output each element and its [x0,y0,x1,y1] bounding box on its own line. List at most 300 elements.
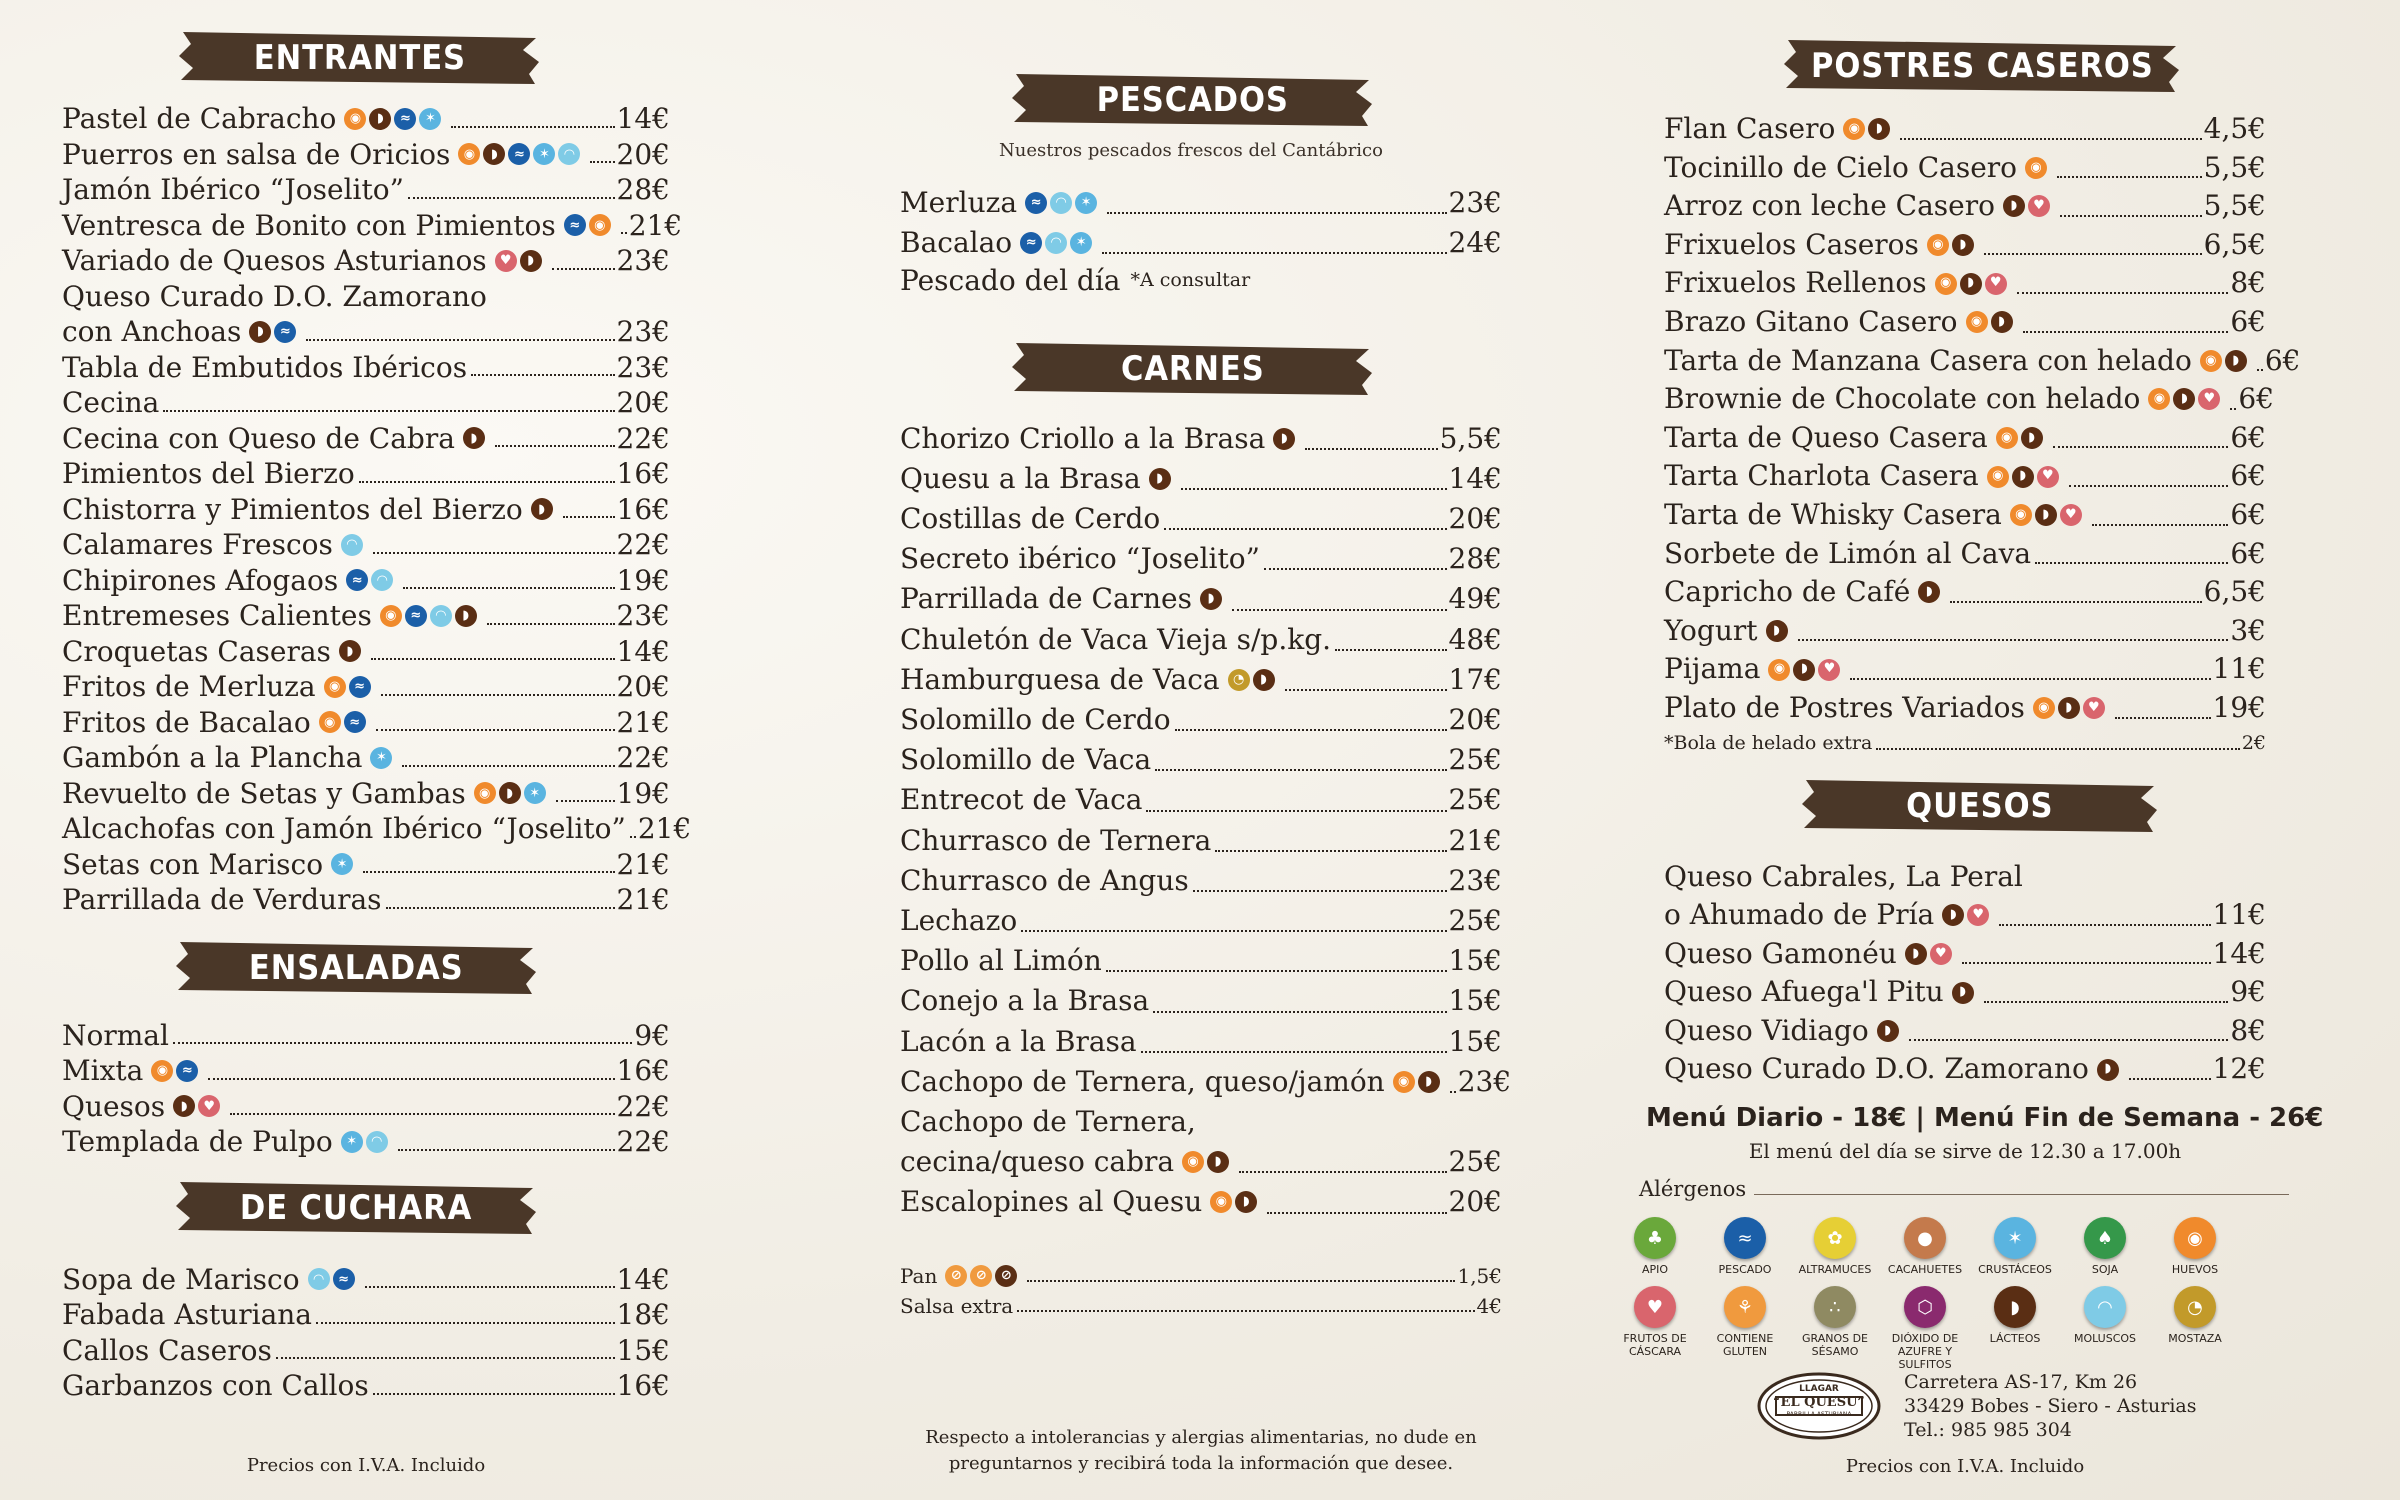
leader-dots [1106,970,1447,972]
milk-icon: ◗ [531,498,553,520]
leader-dots [1950,601,2201,603]
leader-dots [381,694,615,696]
legend-item-moluscos [2060,1286,2150,1371]
fish-icon: ≈ [176,1060,198,1082]
allergy-note-line2: preguntarnos y recibirá toda la información que desee. [948,1453,1454,1474]
mollusc-icon: ◠ [1045,232,1067,254]
allergen-icons [380,605,477,627]
item-name: Secreto ibérico “Joselito” [900,542,1260,576]
section-banner-carnes: CARNES [1010,339,1375,399]
pan-row: Pan ⊘ ⊘ ⊘ 1,5€ [900,1263,1502,1288]
menu-item-cachopo-de-ternera [900,1102,1502,1142]
milk-icon: ◗ [2173,388,2195,410]
menu-item-flan-casero [1664,110,2266,149]
milk-icon: ◗ [1793,659,1815,681]
legend-item-sulfitos [1880,1286,1970,1371]
legend-label: APIO [1641,1263,1669,1277]
item-price: 21€ [616,883,670,916]
menu-item-fritos-de-bacalao [62,705,670,741]
item-price: 6,5€ [2203,575,2266,609]
allergen-icons [1942,904,1989,926]
item-name: Sopa de Marisco [62,1262,300,1296]
quesos-list [1664,858,2266,1090]
menu-item-tabla-de-embutidos-ibericos [62,350,670,386]
menu-item-churrasco-de-ternera [900,821,1502,861]
leader-dots [1267,1212,1446,1214]
cuchara-list [62,1262,670,1404]
milk-icon: ◗ [2225,350,2247,372]
leader-dots [403,587,614,589]
leader-dots [1153,1011,1446,1013]
item-price: 22€ [616,421,670,455]
milk-icon: ◗ [2097,1059,2119,1081]
menu-item-callos-caseros [62,1333,670,1369]
item-price: 11€ [2212,652,2266,686]
fish-icon: ≈ [508,143,530,165]
egg-icon: ◉ [2148,388,2170,410]
legend-item-crustaceos [1970,1217,2060,1276]
item-name: Parrillada de Carnes [900,582,1192,616]
item-name: Lacón a la Brasa [900,1024,1137,1058]
allergen-icons [324,676,371,698]
item-name: Frixuelos Rellenos [1664,266,1927,300]
milk-icon: ◗ [2058,697,2080,719]
item-price: 23€ [616,599,670,632]
allergen-icons [2200,350,2247,372]
nut-icon: ♥ [1930,943,1952,965]
item-price: 19€ [616,776,670,810]
allergen-icons [341,1131,388,1153]
leader-dots [316,1322,615,1324]
item-price: 4,5€ [2203,112,2266,145]
allergen-icons [1200,588,1222,610]
menu-item-ventresca-de-bonito-con-pimientos [62,208,683,244]
milk-icon: ◗ [1207,1151,1229,1173]
menu-hours: El menú del día se sirve de 12.30 a 17.00h [1748,1139,2182,1164]
item-name: Merluza [900,186,1018,219]
crab-icon: ✶ [1075,192,1097,214]
menu-item-queso-gamoneu [1664,935,2266,974]
item-name: Queso Curado D.O. Zamorano [1664,1052,2089,1086]
egg-icon: ◉ [2033,697,2055,719]
allergen-icons [495,250,542,272]
milk-icon: ◗ [1868,118,1890,140]
menu-item-entrecot-de-vaca [900,780,1502,820]
legend-label: GRANOS DE SÉSAMO [1801,1332,1869,1359]
allergen-icons [1210,1191,1257,1213]
item-price: 23€ [616,315,670,348]
menu-item-sorbete-de-limon-al-cava [1664,535,2266,574]
menu-item-cecina-con-queso-de-cabra [62,421,670,457]
item-name: Queso Afuega'l Pitu [1664,975,1944,1009]
crab-icon: ✶ [1994,1217,2036,1259]
milk-icon: ◗ [1200,588,1222,610]
nut-icon: ♥ [2037,466,2059,488]
leader-dots [1215,850,1446,852]
allergen-icons [2003,195,2050,217]
milk-icon: ◗ [1235,1191,1257,1213]
item-price: 6€ [2264,343,2301,377]
menu-item-capricho-de-cafe [1664,573,2266,612]
egg-icon: ◉ [1966,311,1988,333]
menu-item-parrillada-de-carnes [900,579,1502,619]
menu-item-garbanzos-con-callos [62,1368,670,1404]
item-name: Tarta de Manzana Casera con helado [1664,343,2192,377]
item-price: 23€ [1448,186,1502,219]
egg-icon: ◉ [324,676,346,698]
egg-icon: ◉ [1768,659,1790,681]
legend-item-sesamo [1790,1286,1880,1371]
item-price: 22€ [616,1125,670,1158]
allergen-icons [331,853,353,875]
item-price: 20€ [1448,501,1502,535]
item-price: 14€ [616,102,670,135]
egg-icon: ◉ [2200,350,2222,372]
allergen-icons [2010,504,2082,526]
menu-item-escalopines-al-quesu [900,1182,1502,1222]
item-price: 5,5€ [1439,421,1502,455]
item-name: Quesu a la Brasa [900,461,1141,495]
section-banner-quesos: QUESOS [1800,776,2160,836]
nut-icon: ♥ [1985,273,2007,295]
allergen-icons [344,108,441,130]
menu-item-tarta-de-whisky-casera [1664,496,2266,535]
leader-dots [386,907,615,909]
item-name: Garbanzos con Callos [62,1369,369,1402]
leader-dots [1021,930,1446,932]
item-name: Gambón a la Plancha [62,741,363,774]
item-name: Tarta de Queso Casera [1664,420,1988,454]
item-name: Churrasco de Ternera [900,823,1212,857]
legend-label: FRUTOS DE CÁSCARA [1623,1332,1687,1359]
bola-helado-row: *Bola de helado extra 2€ [1664,731,2266,754]
allergy-note-line1: Respecto a intolerancias y alergias alimentarias, no dude en [925,1427,1477,1448]
item-price: 23€ [616,350,670,384]
legend-label: CRUSTÁCEOS [1978,1263,2052,1277]
egg-icon: ◉ [1393,1071,1415,1093]
allergen-icons [1843,118,1890,140]
fish-icon: ≈ [1724,1217,1766,1259]
leader-dots [1798,639,2229,641]
allergen-icons [249,321,296,343]
menu-item-chuleton-de-vaca-vieja-s-p-kg [900,620,1502,660]
menu-item-costillas-de-cerdo [900,499,1502,539]
leader-dots [621,232,627,234]
item-name: Conejo a la Brasa [900,984,1150,1018]
mollusc-icon: ◠ [2084,1286,2126,1328]
allergen-icons [1918,581,1940,603]
item-name: Hamburguesa de Vaca [900,662,1220,696]
item-name: Cachopo de Ternera, [900,1104,1196,1138]
allergen-icons [1020,232,1092,254]
address: Carretera AS-17, Km 26 33429 Bobes - Siero - Asturias Tel.: 985 985 304 [1904,1371,2197,1441]
item-name: Mixta [62,1054,144,1087]
item-price: 6€ [2230,536,2266,570]
entrantes-list [62,101,692,918]
allergen-icons [1905,943,1952,965]
legend-label: CONTIENE GLUTEN [1716,1332,1774,1359]
menu-item-entremeses-calientes [62,598,670,634]
crab-icon: ✶ [524,782,546,804]
item-price: 19€ [2212,690,2266,724]
allergen-icons [1273,428,1295,450]
allergen-icons [1393,1071,1440,1093]
sesame-icon: ∴ [1814,1286,1856,1328]
fish-icon: ≈ [405,605,427,627]
item-price: 11€ [2212,898,2266,932]
egg-icon: ◉ [1987,466,2009,488]
section-banner-ensaladas: ENSALADAS [174,938,539,998]
menu-item-fritos-de-merluza [62,669,670,705]
nut-icon: ♥ [2083,697,2105,719]
egg-icon: ◉ [474,782,496,804]
egg-icon: ◉ [2025,157,2047,179]
pescados-subtitle: Nuestros pescados frescos del Cantábrico [999,140,1383,161]
section-banner-cuchara: DE CUCHARA [174,1178,539,1238]
item-price: 22€ [616,528,670,561]
egg-icon: ◉ [1210,1191,1232,1213]
menu-item-lacon-a-la-brasa [900,1022,1502,1062]
leader-dots [1335,649,1447,651]
item-price: 48€ [1448,622,1502,656]
leader-dots [495,445,615,447]
leader-dots [230,1113,614,1115]
milk-icon: ◗ [1952,234,1974,256]
item-price: 21€ [616,847,670,881]
egg-icon: ◉ [2010,504,2032,526]
item-name: Queso Curado D.O. Zamorano [62,279,487,313]
menu-item-pijama [1664,650,2266,689]
item-name: Setas con Marisco [62,847,324,881]
mustard-icon: ◔ [1228,669,1250,691]
ensaladas-list [62,1018,670,1160]
item-name: Jamón Ibérico “Joselito” [62,173,404,206]
allergen-icons [339,640,361,662]
item-name: Fritos de Bacalao [62,705,311,739]
leader-dots [1909,1039,2229,1041]
legend-item-mostaza [2150,1286,2240,1371]
menu-item-quesos [62,1089,670,1125]
milk-icon: ◗ [249,321,271,343]
item-name: Fabada Asturiana [62,1298,312,1331]
item-name: Chuletón de Vaca Vieja s/p.kg. [900,622,1332,656]
legend-label: HUEVOS [2171,1263,2219,1277]
nut-icon: ♥ [198,1095,220,1117]
menu-item-tocinillo-de-cielo-casero [1664,149,2266,188]
egg-icon: ◉ [589,214,611,236]
milk-icon: ◗ [1994,1286,2036,1328]
leader-dots [2057,176,2202,178]
item-price: 22€ [616,741,670,774]
item-name: Solomillo de Cerdo [900,702,1171,736]
leader-dots [173,1042,632,1044]
menu-item-frixuelos-caseros [1664,226,2266,265]
fish-icon: ≈ [344,711,366,733]
price-note: Precios con I.V.A. Incluido [246,1455,486,1476]
milk-icon: ◗ [483,143,505,165]
item-price: 15€ [1448,984,1502,1018]
item-price: 21€ [616,705,670,739]
nut-icon: ♥ [2028,195,2050,217]
allergen-icons [1877,1020,1899,1042]
item-name: Plato de Postres Variados [1664,690,2025,724]
nut-icon: ♥ [2198,388,2220,410]
leader-dots [371,658,615,660]
egg-icon: ◉ [1996,427,2018,449]
menu-item-brownie-de-chocolate-con-helado [1664,380,2275,419]
item-name: Sorbete de Limón al Cava [1664,536,2032,570]
celery-icon: ♣ [1634,1217,1676,1259]
leader-dots [1146,810,1446,812]
milk-icon: ◗ [2021,427,2043,449]
item-name: Tocinillo de Cielo Casero [1664,150,2018,184]
leader-dots [2035,562,2228,564]
leader-dots [2060,215,2202,217]
item-name: Arroz con leche Casero [1664,189,1995,223]
item-name: Calamares Frescos [62,528,333,561]
legend-label: DIÓXIDO DE AZUFRE Y SULFITOS [1891,1332,1959,1372]
item-name: o Ahumado de Pría [1664,898,1935,932]
legend-item-huevos [2150,1217,2240,1276]
milk-icon: ◗ [2012,466,2034,488]
item-price: 49€ [1448,582,1502,616]
item-price: 14€ [1448,461,1502,495]
menu-item-jamon-iberico-joselito [62,172,670,208]
menu-item-calamares-frescos [62,527,670,563]
mollusc-icon: ◠ [366,1131,388,1153]
menu-item-solomillo-de-vaca [900,740,1502,780]
milk-icon: ◗ [1905,943,1927,965]
menu-item-queso-curado-d-o-zamorano [62,279,670,315]
legend-label: ALTRAMUCES [1798,1263,1872,1277]
item-price: 14€ [616,634,670,668]
leader-dots [1193,890,1447,892]
section-banner-postres: POSTRES CASEROS [1782,36,2182,96]
legend-item-soja [2060,1217,2150,1276]
item-price: 8€ [2230,1013,2266,1047]
lupin-icon: ✿ [1814,1217,1856,1259]
item-price: 15€ [616,1333,670,1367]
menu-item-chistorra-y-pimientos-del-bierzo [62,492,670,528]
item-price: 3€ [2230,613,2266,647]
menu-item-pastel-de-cabracho [62,101,670,137]
allergen-icons [2025,157,2047,179]
item-price: 21€ [637,812,692,845]
right-column [1623,0,2324,1500]
leader-dots [1984,1001,2229,1003]
leader-dots [408,197,615,199]
leader-dots [365,1286,615,1288]
milk-icon: ◗ [339,640,361,662]
item-name: Chorizo Criollo a la Brasa [900,421,1266,455]
legend-label: SOJA [2091,1263,2119,1277]
fish-icon: ≈ [333,1268,355,1290]
leader-dots [2257,369,2263,371]
menu-item-queso-curado-d-o-zamorano [1664,1050,2266,1089]
egg-icon: ◉ [1843,118,1865,140]
leader-dots [1107,212,1446,214]
allergen-icons [2148,388,2220,410]
milk-icon: ◗ [499,782,521,804]
peanut-icon: ● [1904,1217,1946,1259]
allergen-icons [531,498,553,520]
item-name: Puerros en salsa de Oricios [62,137,451,171]
allergen-icons [474,782,546,804]
allergen-icons [1768,659,1840,681]
leader-dots [1181,488,1447,490]
item-name: Tarta Charlota Casera [1664,459,1979,493]
menu-item-bacalao [900,223,1502,263]
legend-label: LÁCTEOS [1989,1332,2041,1346]
item-price: 20€ [616,137,670,171]
item-price: 16€ [616,1054,670,1087]
menu-item-croquetas-caseras [62,634,670,670]
item-price: 25€ [1448,783,1502,817]
item-name: Chipirones Afogaos [62,563,339,597]
leader-dots [1984,253,2202,255]
menu-item-tarta-charlota-casera [1664,457,2266,496]
allergen-icons [341,534,363,556]
mustard-icon: ◔ [2174,1286,2216,1328]
menu-prices: Menú Diario - 18€ | Menú Fin de Semana - 26€ [1646,1103,2324,1134]
egg-icon: ◉ [380,605,402,627]
menu-item-conejo-a-la-brasa [900,981,1502,1021]
item-name: Solomillo de Vaca [900,743,1152,777]
allergen-icons [370,747,392,769]
legend-label: MOSTAZA [2168,1332,2222,1346]
leader-dots [1450,1091,1456,1093]
mollusc-icon: ◠ [558,143,580,165]
allergens-legend [1610,1217,2266,1371]
leader-dots [563,516,615,518]
menu-item-plato-de-postres-variados [1664,689,2266,728]
item-name: Quesos [62,1089,166,1123]
legend-item-cacahuetes [1880,1217,1970,1276]
item-price: 16€ [616,1369,670,1402]
item-name: Variado de Quesos Asturianos [62,244,487,277]
postres-list [1664,110,2301,728]
menu-item-frixuelos-rellenos [1664,264,2266,303]
carnes-list [900,419,1512,1223]
salsa-row: Salsa extra 4€ [900,1293,1502,1318]
item-name: Cachopo de Ternera, queso/jamón [900,1064,1385,1098]
milk-icon: ◗ [1952,982,1974,1004]
nut-icon: ♥ [1634,1286,1676,1328]
leader-dots [276,1357,615,1359]
milk-icon: ◗ [2035,504,2057,526]
allergen-icons [151,1060,198,1082]
menu-item-queso-afuega-l-pitu [1664,973,2266,1012]
item-price: 15€ [1448,944,1502,978]
item-name: Cecina [62,386,160,419]
milk-icon: ◗ [1918,581,1940,603]
item-name: Frixuelos Caseros [1664,227,1919,261]
egg-icon: ◉ [1182,1151,1204,1173]
nut-icon: ♥ [1967,904,1989,926]
milk-icon: ◗ [173,1095,195,1117]
allergen-icons [458,143,580,165]
menu-item-alcachofas-con-jamon-iberico-joselito [62,811,692,847]
pescado-del-dia: Pescado del día *A consultar [900,264,1251,297]
menu-item-solomillo-de-cerdo [900,700,1502,740]
item-price: 14€ [616,1262,670,1296]
item-name: Parrillada de Verduras [62,883,382,916]
item-name: Pimientos del Bierzo [62,457,355,490]
menu-item-hamburguesa-de-vaca [900,660,1502,700]
menu-item-revuelto-de-setas-y-gambas [62,776,670,812]
leader-dots [1141,1051,1447,1053]
leader-dots [1962,962,2211,964]
